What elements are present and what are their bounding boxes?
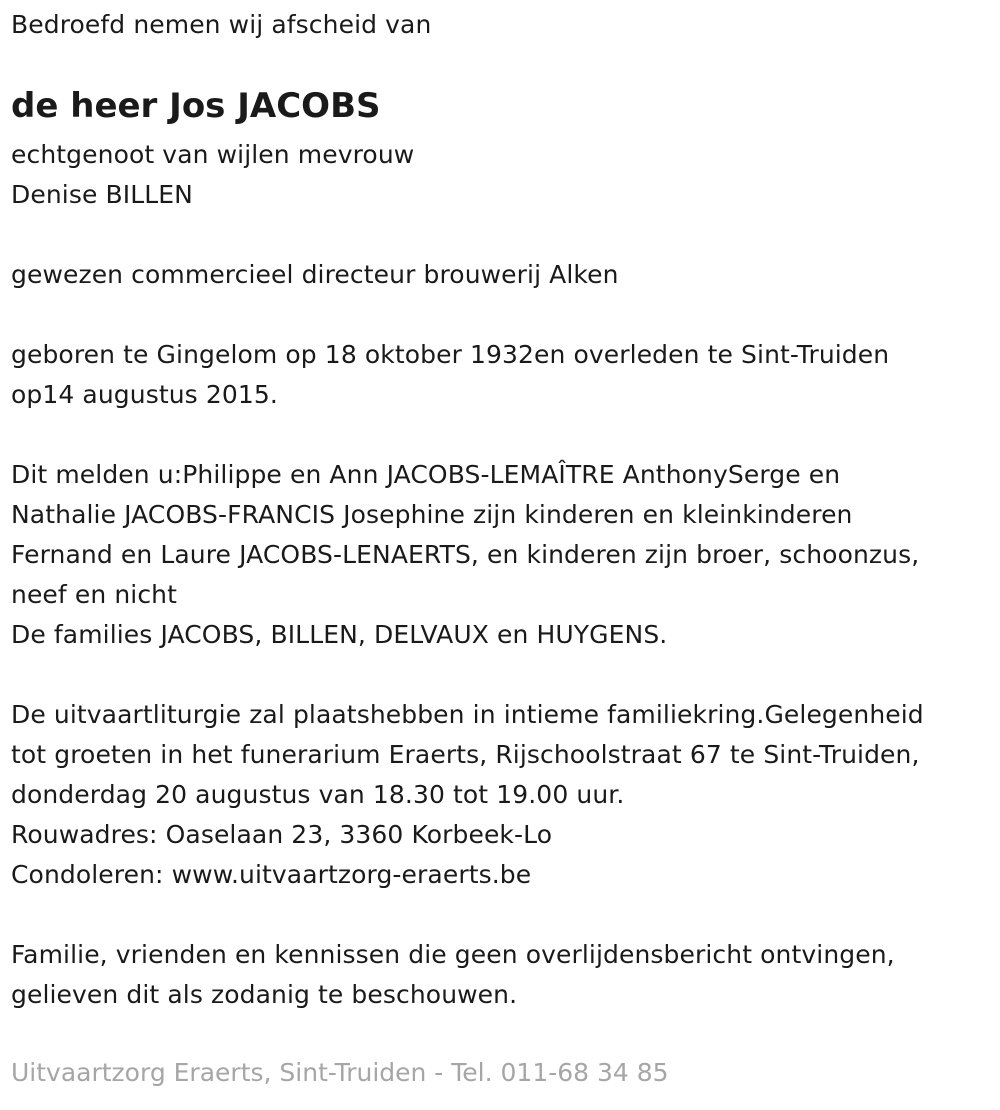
family-line-3: Fernand en Laure JACOBS-LENAERTS, en kinderen zijn broer, schoonzus, [11,540,920,569]
birth-death-line-1: geboren te Gingelom op 18 oktober 1932en overleden te Sint-Truiden [11,340,890,369]
spouse-line-2: Denise BILLEN [11,180,193,209]
spouse-block [11,135,414,215]
funeral-line-3: donderdag 20 augustus van 18.30 tot 19.00 uur. [11,780,625,809]
notice-line-1: Familie, vrienden en kennissen die geen overlijdensbericht ontvingen, [11,940,895,969]
condolence-website: Condoleren: www.uitvaartzorg-eraerts.be [11,860,532,889]
birth-death-line-2: op14 augustus 2015. [11,380,278,409]
intro-text: Bedroefd nemen wij afscheid van [11,10,432,39]
mourning-address: Rouwadres: Oaselaan 23, 3360 Korbeek-Lo [11,820,553,849]
family-line-1: Dit melden u:Philippe en Ann JACOBS-LEMAÎTRE AnthonySerge en [11,460,841,489]
spouse-line-1: echtgenoot van wijlen mevrouw [11,140,415,169]
funeral-line-2: tot groeten in het funerarium Eraerts, Rijschoolstraat 67 te Sint-Truiden, [11,740,920,769]
notice-block [11,935,895,1015]
occupation-line: gewezen commercieel directeur brouwerij Alken [11,260,619,289]
deceased-name: de heer Jos JACOBS [11,86,381,126]
family-block [11,455,919,655]
occupation-block [11,255,619,295]
funeral-line-1: De uitvaartliturgie zal plaatshebben in intieme familiekring.Gelegenheid [11,700,924,729]
funeral-home-footer: Uitvaartzorg Eraerts, Sint-Truiden - Tel. 011-68 34 85 [11,1058,669,1087]
funeral-block [11,695,924,895]
family-line-4: neef en nicht [11,580,178,609]
family-line-5: De families JACOBS, BILLEN, DELVAUX en HUYGENS. [11,620,668,649]
notice-line-2: gelieven dit als zodanig te beschouwen. [11,980,518,1009]
family-line-2: Nathalie JACOBS-FRANCIS Josephine zijn kinderen en kleinkinderen [11,500,853,529]
birth-death-block [11,335,889,415]
